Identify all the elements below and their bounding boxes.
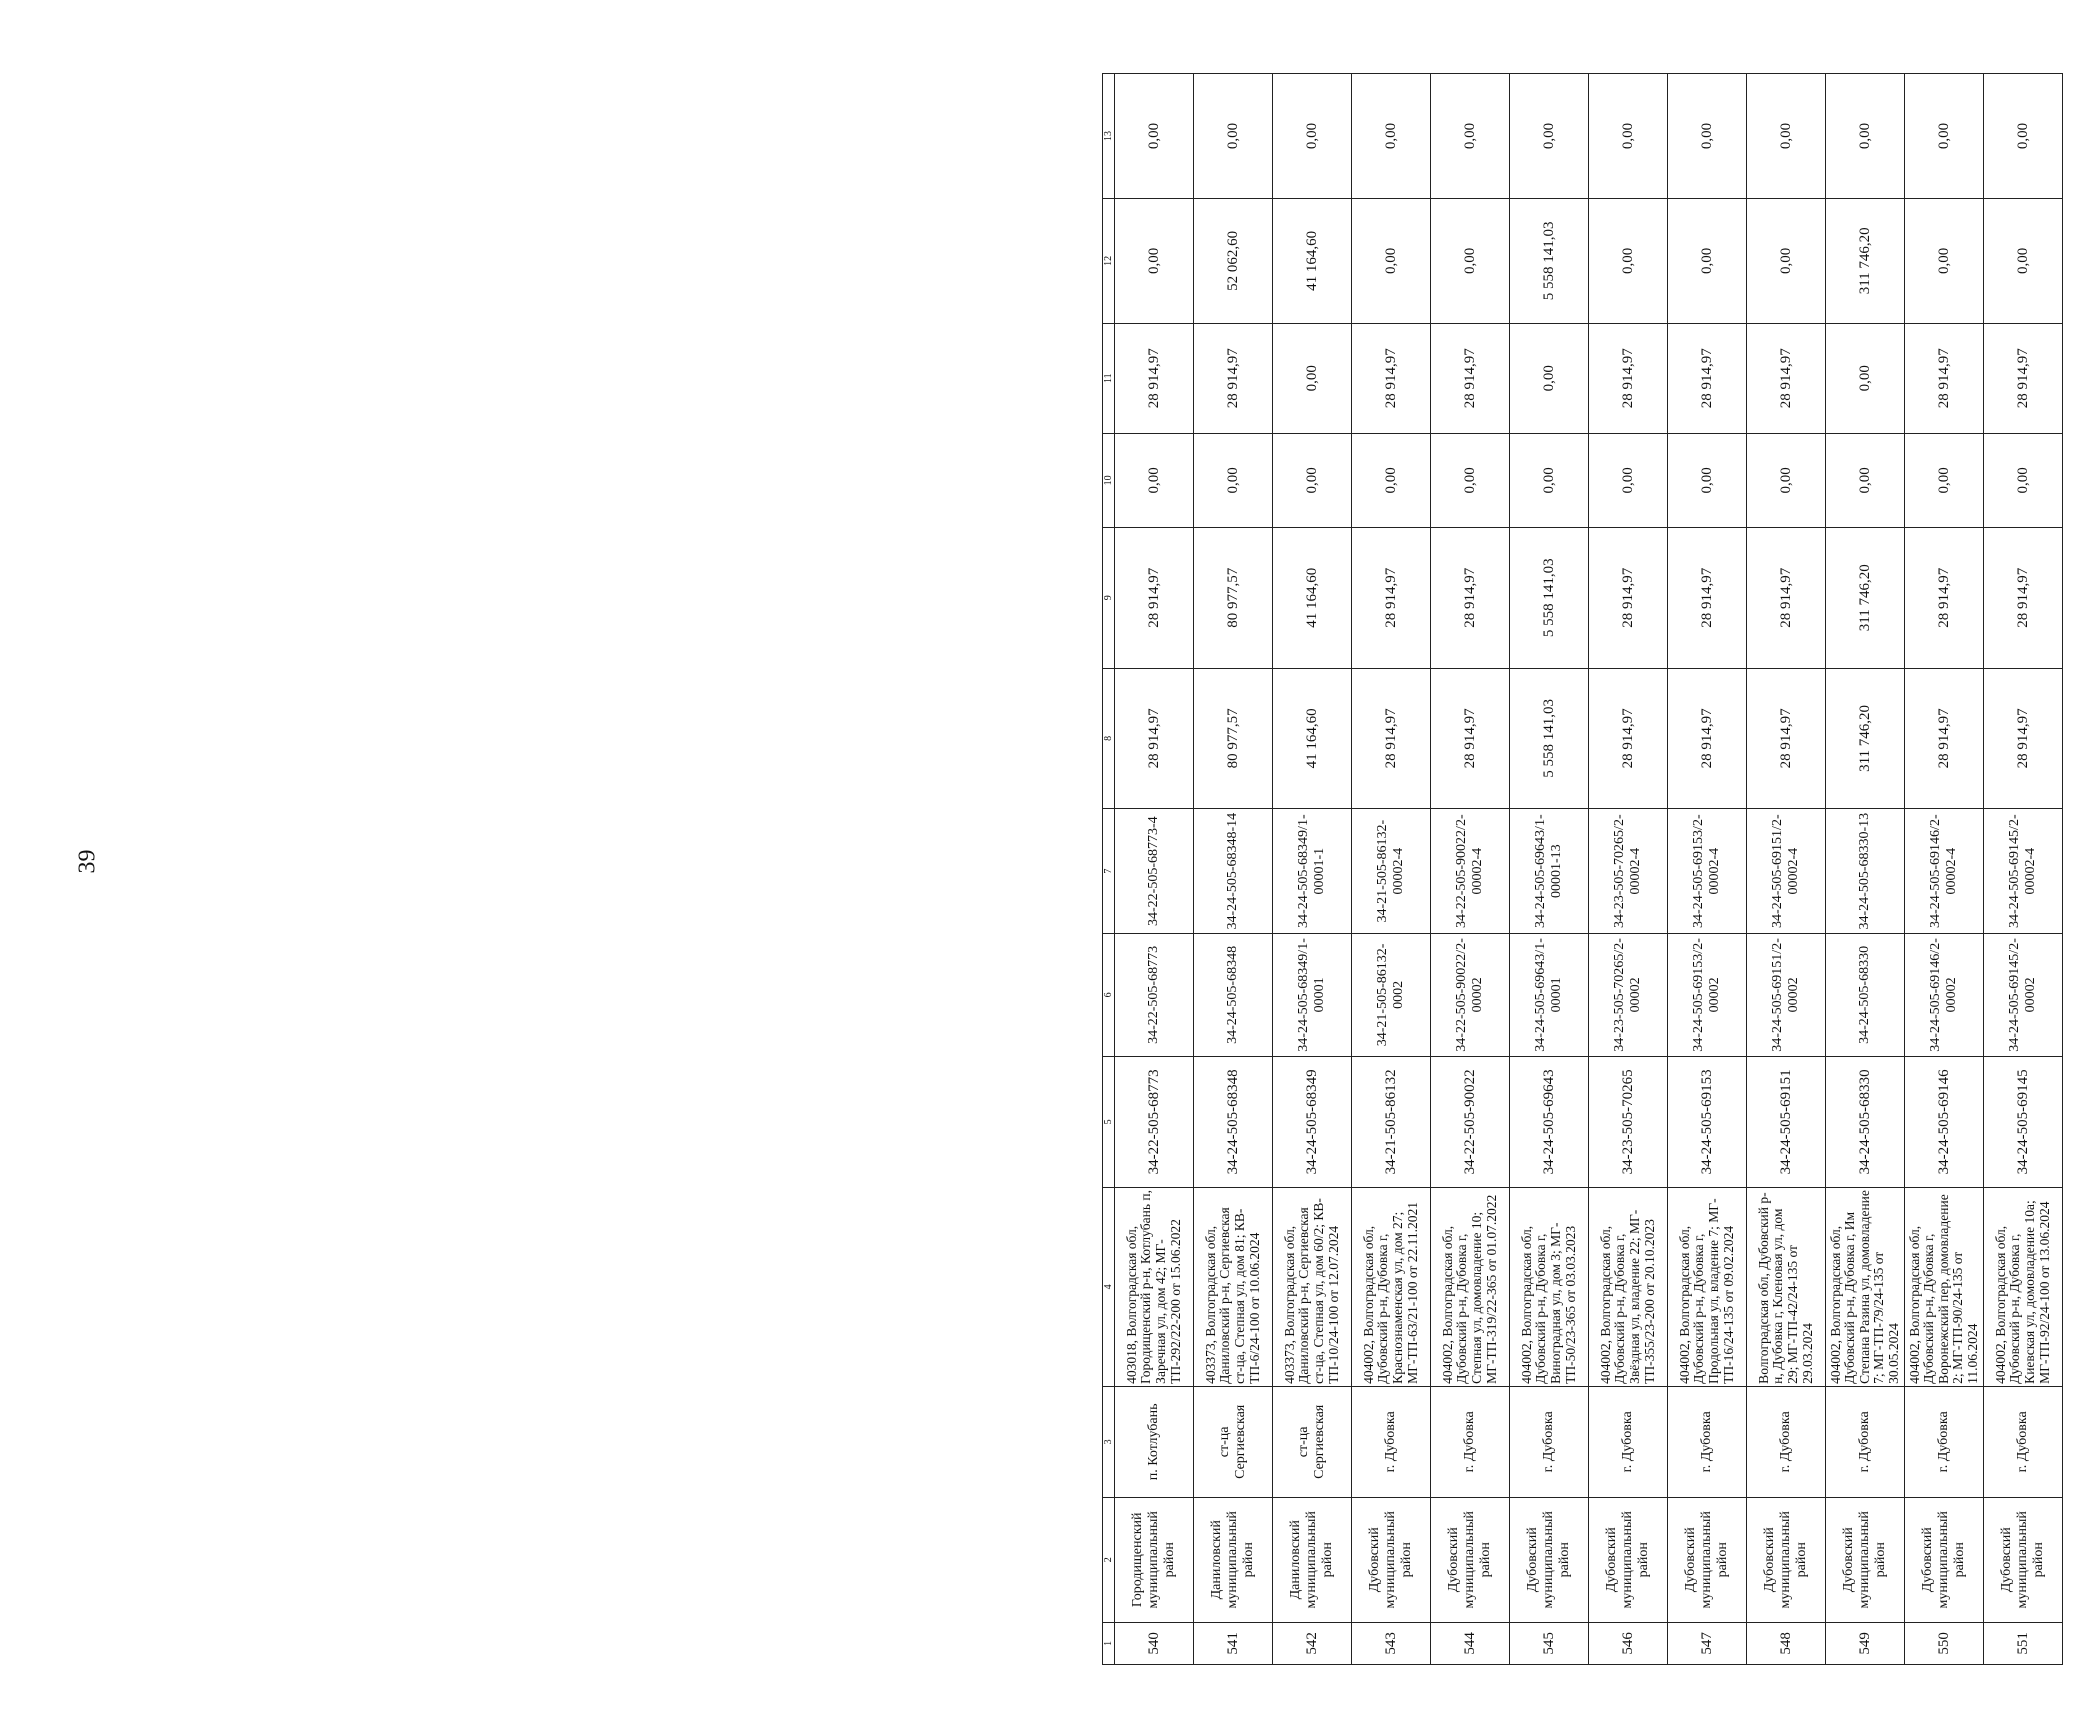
amount-cell: 28 914,97 (1431, 668, 1510, 809)
amount-cell: 28 914,97 (1668, 527, 1747, 668)
amount-cell: 80 977,57 (1194, 527, 1273, 668)
table-row (1589, 74, 1668, 1665)
row-number-cell: 544 (1431, 1622, 1510, 1664)
row-number-cell: 548 (1747, 1622, 1826, 1664)
amount-cell: 5 558 141,03 (1510, 527, 1589, 668)
object-code-cell: 34-21-505-86132-0002 (1352, 934, 1431, 1057)
header-col-number: 7 (1103, 809, 1115, 934)
header-col-number: 4 (1103, 1187, 1115, 1386)
settlement-cell: ст-ца Сергиевская (1194, 1386, 1273, 1497)
cadastral-code-cell: 34-24-505-69146 (1905, 1056, 1984, 1187)
amount-cell: 0,00 (1431, 74, 1510, 199)
address-cell: 403018, Волгоградская обл, Городищенский р-н, Котлубань п, Заречная ул, дом 42; МГ-ТП-292/22-200 от 15.06.2022 (1115, 1187, 1194, 1386)
amount-cell: 0,00 (1589, 74, 1668, 199)
table-row (1984, 74, 2063, 1665)
amount-cell: 0,00 (1115, 74, 1194, 199)
header-col-number: 5 (1103, 1056, 1115, 1187)
cadastral-code-cell: 34-22-505-90022 (1431, 1056, 1510, 1187)
object-code-cell: 34-22-505-90022/2-00002 (1431, 934, 1510, 1057)
header-col-number: 10 (1103, 433, 1115, 527)
row-number-cell: 551 (1984, 1622, 2063, 1664)
amount-cell: 41 164,60 (1273, 198, 1352, 323)
cadastral-code-cell: 34-24-505-68348 (1194, 1056, 1273, 1187)
amount-cell: 52 062,60 (1194, 198, 1273, 323)
address-cell: 403373, Волгоградская обл, Даниловский р-н, Сергиевская ст-ца, Степная ул, дом 60/2; КВ-ТП-10/24-100 от 12.07.2024 (1273, 1187, 1352, 1386)
settlement-cell: г. Дубовка (1431, 1386, 1510, 1497)
amount-cell: 28 914,97 (1115, 527, 1194, 668)
inventory-code-cell: 34-24-505-68349/1-00001-1 (1273, 809, 1352, 934)
inventory-code-cell: 34-23-505-70265/2-00002-4 (1589, 809, 1668, 934)
amount-cell: 0,00 (1510, 323, 1589, 433)
row-number-cell: 549 (1826, 1622, 1905, 1664)
rotated-table-container (1102, 73, 2088, 1665)
cadastral-code-cell: 34-23-505-70265 (1589, 1056, 1668, 1187)
row-number-cell: 545 (1510, 1622, 1589, 1664)
address-cell: 404002, Волгоградская обл, Дубовский р-н, Дубовка г, Виноградная ул, дом 3; МГ-ТП-50/23-365 от 03.03.2023 (1510, 1187, 1589, 1386)
header-col-number: 1 (1103, 1622, 1115, 1664)
district-cell: Дубовский муниципальный район (1905, 1497, 1984, 1622)
amount-cell: 0,00 (1510, 433, 1589, 527)
amount-cell: 28 914,97 (1431, 323, 1510, 433)
inventory-code-cell: 34-21-505-86132-00002-4 (1352, 809, 1431, 934)
table-row (1747, 74, 1826, 1665)
inventory-code-cell: 34-24-505-69643/1-00001-13 (1510, 809, 1589, 934)
inventory-code-cell: 34-22-505-90022/2-00002-4 (1431, 809, 1510, 934)
settlement-cell: г. Дубовка (1352, 1386, 1431, 1497)
table-row (1905, 74, 1984, 1665)
address-cell: 404002, Волгоградская обл, Дубовский р-н, Дубовка г, Продольная ул, владение 7; МГ-ТП-16/24-135 от 09.02.2024 (1668, 1187, 1747, 1386)
amount-cell: 0,00 (1668, 198, 1747, 323)
amount-cell: 28 914,97 (1747, 668, 1826, 809)
amount-cell: 0,00 (1589, 433, 1668, 527)
amount-cell: 80 977,57 (1194, 668, 1273, 809)
object-code-cell: 34-24-505-69153/2-00002 (1668, 934, 1747, 1057)
header-col-number: 13 (1103, 74, 1115, 199)
amount-cell: 28 914,97 (1115, 323, 1194, 433)
amount-cell: 28 914,97 (1905, 323, 1984, 433)
amount-cell: 0,00 (1826, 433, 1905, 527)
amount-cell: 41 164,60 (1273, 527, 1352, 668)
amount-cell: 0,00 (1194, 433, 1273, 527)
amount-cell: 0,00 (1510, 74, 1589, 199)
amount-cell: 0,00 (1984, 198, 2063, 323)
header-col-number: 6 (1103, 934, 1115, 1057)
district-cell: Дубовский муниципальный район (1431, 1497, 1510, 1622)
district-cell: Дубовский муниципальный район (1668, 1497, 1747, 1622)
amount-cell: 311 746,20 (1826, 198, 1905, 323)
amount-cell: 28 914,97 (1115, 668, 1194, 809)
object-code-cell: 34-24-505-69146/2-00002 (1905, 934, 1984, 1057)
district-cell: Дубовский муниципальный район (1747, 1497, 1826, 1622)
amount-cell: 0,00 (1668, 433, 1747, 527)
table-row (1194, 74, 1273, 1665)
table-row (1431, 74, 1510, 1665)
amount-cell: 28 914,97 (1668, 668, 1747, 809)
address-cell: 404002, Волгоградская обл, Дубовский р-н, Дубовка г, Степная ул, домовладение 10; МГ-ТП-319/22-365 от 01.07.2022 (1431, 1187, 1510, 1386)
header-col-number: 8 (1103, 668, 1115, 809)
inventory-code-cell: 34-24-505-69145/2-00002-4 (1984, 809, 2063, 934)
amount-cell: 28 914,97 (1352, 668, 1431, 809)
amount-cell: 41 164,60 (1273, 668, 1352, 809)
amount-cell: 28 914,97 (1194, 323, 1273, 433)
amount-cell: 5 558 141,03 (1510, 668, 1589, 809)
amount-cell: 0,00 (1273, 323, 1352, 433)
amount-cell: 0,00 (1431, 433, 1510, 527)
row-number-cell: 546 (1589, 1622, 1668, 1664)
amount-cell: 28 914,97 (1905, 668, 1984, 809)
header-col-number: 11 (1103, 323, 1115, 433)
settlement-cell: г. Дубовка (1905, 1386, 1984, 1497)
row-number-cell: 550 (1905, 1622, 1984, 1664)
amount-cell: 28 914,97 (1352, 527, 1431, 668)
amount-cell: 28 914,97 (1984, 668, 2063, 809)
amount-cell: 0,00 (1273, 433, 1352, 527)
table-row (1273, 74, 1352, 1665)
row-number-cell: 541 (1194, 1622, 1273, 1664)
settlement-cell: г. Дубовка (1589, 1386, 1668, 1497)
amount-cell: 0,00 (1115, 433, 1194, 527)
amount-cell: 28 914,97 (1984, 527, 2063, 668)
amount-cell: 28 914,97 (1431, 527, 1510, 668)
table-row (1115, 74, 1194, 1665)
object-code-cell: 34-23-505-70265/2-00002 (1589, 934, 1668, 1057)
amount-cell: 0,00 (1905, 198, 1984, 323)
settlement-cell: г. Дубовка (1747, 1386, 1826, 1497)
cadastral-code-cell: 34-24-505-68349 (1273, 1056, 1352, 1187)
amount-cell: 0,00 (1194, 74, 1273, 199)
amount-cell: 0,00 (1747, 198, 1826, 323)
address-cell: 404002, Волгоградская обл, Дубовский р-н, Дубовка г, Звёздная ул, владение 22; МГ-ТП-355/23-200 от 20.10.2023 (1589, 1187, 1668, 1386)
district-cell: Дубовский муниципальный район (1826, 1497, 1905, 1622)
amount-cell: 28 914,97 (1589, 323, 1668, 433)
inventory-code-cell: 34-24-505-69153/2-00002-4 (1668, 809, 1747, 934)
header-col-number: 12 (1103, 198, 1115, 323)
table-row (1668, 74, 1747, 1665)
cadastral-code-cell: 34-24-505-68330 (1826, 1056, 1905, 1187)
table-row (1826, 74, 1905, 1665)
inventory-code-cell: 34-24-505-69151/2-00002-4 (1747, 809, 1826, 934)
object-code-cell: 34-24-505-68349/1-00001 (1273, 934, 1352, 1057)
object-code-cell: 34-24-505-68330 (1826, 934, 1905, 1057)
amount-cell: 0,00 (1905, 433, 1984, 527)
address-cell: 404002, Волгоградская обл, Дубовский р-н, Дубовка г, Им Степана Разина ул, домовладение 7; МГ-ТП-79/24-135 от 30.05.2024 (1826, 1187, 1905, 1386)
row-number-cell: 540 (1115, 1622, 1194, 1664)
settlement-cell: г. Дубовка (1668, 1386, 1747, 1497)
cadastral-code-cell: 34-24-505-69643 (1510, 1056, 1589, 1187)
district-cell: Дубовский муниципальный район (1984, 1497, 2063, 1622)
amount-cell: 0,00 (1352, 433, 1431, 527)
object-code-cell: 34-24-505-69151/2-00002 (1747, 934, 1826, 1057)
amount-cell: 0,00 (1273, 74, 1352, 199)
row-number-cell: 542 (1273, 1622, 1352, 1664)
amount-cell: 0,00 (1431, 198, 1510, 323)
district-cell: Дубовский муниципальный район (1352, 1497, 1431, 1622)
objects-table (1102, 73, 2063, 1665)
cadastral-code-cell: 34-24-505-69151 (1747, 1056, 1826, 1187)
district-cell: Дубовский муниципальный район (1510, 1497, 1589, 1622)
address-cell: 403373, Волгоградская обл, Даниловский р-н, Сергиевская ст-ца, Степная ул, дом 81; КВ-ТП-6/24-100 от 10.06.2024 (1194, 1187, 1273, 1386)
cadastral-code-cell: 34-21-505-86132 (1352, 1056, 1431, 1187)
amount-cell: 0,00 (1589, 198, 1668, 323)
row-number-cell: 543 (1352, 1622, 1431, 1664)
amount-cell: 0,00 (1747, 74, 1826, 199)
amount-cell: 0,00 (1826, 323, 1905, 433)
header-numbers-row (1103, 74, 1115, 1665)
district-cell: Даниловский муниципальный район (1194, 1497, 1273, 1622)
header-col-number: 3 (1103, 1386, 1115, 1497)
amount-cell: 0,00 (1668, 74, 1747, 199)
table-body (1115, 74, 2063, 1665)
amount-cell: 0,00 (1352, 198, 1431, 323)
settlement-cell: г. Дубовка (1510, 1386, 1589, 1497)
address-cell: 404002, Волгоградская обл, Дубовский р-н, Дубовка г, Воронежский пер, домовладение 2; МГ-ТП-90/24-135 от 11.06.2024 (1905, 1187, 1984, 1386)
amount-cell: 28 914,97 (1747, 527, 1826, 668)
amount-cell: 28 914,97 (1589, 668, 1668, 809)
amount-cell: 28 914,97 (1589, 527, 1668, 668)
amount-cell: 5 558 141,03 (1510, 198, 1589, 323)
amount-cell: 311 746,20 (1826, 527, 1905, 668)
header-col-number: 9 (1103, 527, 1115, 668)
inventory-code-cell: 34-24-505-68330-13 (1826, 809, 1905, 934)
amount-cell: 311 746,20 (1826, 668, 1905, 809)
settlement-cell: п. Котлубань (1115, 1386, 1194, 1497)
object-code-cell: 34-24-505-68348 (1194, 934, 1273, 1057)
amount-cell: 28 914,97 (1747, 323, 1826, 433)
object-code-cell: 34-22-505-68773 (1115, 934, 1194, 1057)
header-col-number: 2 (1103, 1497, 1115, 1622)
settlement-cell: г. Дубовка (1826, 1386, 1905, 1497)
amount-cell: 0,00 (1352, 74, 1431, 199)
table-row (1352, 74, 1431, 1665)
row-number-cell: 547 (1668, 1622, 1747, 1664)
amount-cell: 0,00 (1747, 433, 1826, 527)
object-code-cell: 34-24-505-69643/1-00001 (1510, 934, 1589, 1057)
district-cell: Даниловский муниципальный район (1273, 1497, 1352, 1622)
district-cell: Городищенский муниципальный район (1115, 1497, 1194, 1622)
table-row (1510, 74, 1589, 1665)
amount-cell: 0,00 (1115, 198, 1194, 323)
inventory-code-cell: 34-24-505-69146/2-00002-4 (1905, 809, 1984, 934)
district-cell: Дубовский муниципальный район (1589, 1497, 1668, 1622)
amount-cell: 0,00 (1905, 74, 1984, 199)
amount-cell: 28 914,97 (1352, 323, 1431, 433)
address-cell: Волгоградская обл, Дубовский р-н, Дубовка г, Кленовая ул, дом 29; МГ-ТП-42/24-135 от 29.03.2024 (1747, 1187, 1826, 1386)
cadastral-code-cell: 34-24-505-69145 (1984, 1056, 2063, 1187)
address-cell: 404002, Волгоградская обл, Дубовский р-н, Дубовка г, Краснознаменская ул, дом 27; МГ-ТП-63/21-100 от 22.11.2021 (1352, 1187, 1431, 1386)
amount-cell: 28 914,97 (1668, 323, 1747, 433)
cadastral-code-cell: 34-24-505-69153 (1668, 1056, 1747, 1187)
page-number: 39 (74, 849, 101, 874)
amount-cell: 0,00 (1984, 74, 2063, 199)
inventory-code-cell: 34-22-505-68773-4 (1115, 809, 1194, 934)
amount-cell: 0,00 (1984, 433, 2063, 527)
inventory-code-cell: 34-24-505-68348-14 (1194, 809, 1273, 934)
cadastral-code-cell: 34-22-505-68773 (1115, 1056, 1194, 1187)
amount-cell: 28 914,97 (1905, 527, 1984, 668)
address-cell: 404002, Волгоградская обл, Дубовский р-н, Дубовка г, Киевская ул, домовладение 10а; МГ-ТП-92/24-100 от 13.06.2024 (1984, 1187, 2063, 1386)
object-code-cell: 34-24-505-69145/2-00002 (1984, 934, 2063, 1057)
settlement-cell: г. Дубовка (1984, 1386, 2063, 1497)
amount-cell: 0,00 (1826, 74, 1905, 199)
settlement-cell: ст-ца Сергиевская (1273, 1386, 1352, 1497)
amount-cell: 28 914,97 (1984, 323, 2063, 433)
